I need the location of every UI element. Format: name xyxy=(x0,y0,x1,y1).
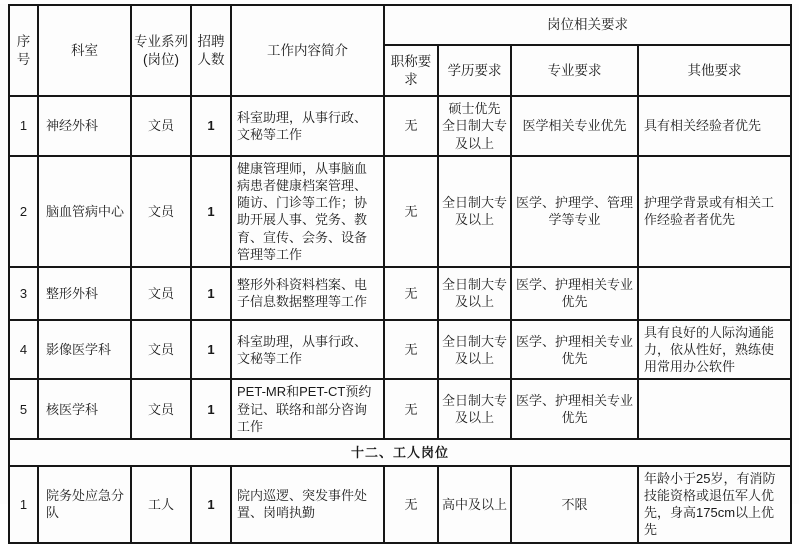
cell-series: 文员 xyxy=(131,320,191,379)
table-row xyxy=(9,379,791,438)
cell-major-req: 医学、护理学、管理学等专业 xyxy=(511,156,638,267)
cell-title-req: 无 xyxy=(384,379,438,438)
page xyxy=(0,4,799,538)
cell-department: 整形外科 xyxy=(38,267,131,320)
cell-department: 影像医学科 xyxy=(38,320,131,379)
cell-series: 工人 xyxy=(131,466,191,543)
header-serial: 序号 xyxy=(9,5,38,96)
table-row xyxy=(9,156,791,267)
cell-serial: 1 xyxy=(9,96,38,156)
header-other-req: 其他要求 xyxy=(638,45,791,96)
cell-serial: 2 xyxy=(9,156,38,267)
cell-other-req: 护理学背景或有相关工作经验者者优先 xyxy=(638,156,791,267)
cell-series: 文员 xyxy=(131,267,191,320)
cell-edu-req: 全日制大专及以上 xyxy=(438,379,511,438)
cell-other-req: 具有良好的人际沟通能力，依从性好，熟练使用常用办公软件 xyxy=(638,320,791,379)
cell-series: 文员 xyxy=(131,379,191,438)
header-duties: 工作内容简介 xyxy=(231,5,384,96)
cell-duties: PET-MR和PET-CT预约登记、联络和部分咨询工作 xyxy=(231,379,384,438)
table-row xyxy=(9,466,791,543)
cell-department: 核医学科 xyxy=(38,379,131,438)
cell-series: 文员 xyxy=(131,96,191,156)
cell-count: 1 xyxy=(191,156,231,267)
cell-count: 1 xyxy=(191,379,231,438)
cell-department: 院务处应急分队 xyxy=(38,466,131,543)
cell-serial: 3 xyxy=(9,267,38,320)
cell-duties: 健康管理师，从事脑血病患者健康档案管理、随访、门诊等工作；协助开展人事、党务、教育、宣传、会务、设备管理等工作 xyxy=(231,156,384,267)
header-row-top xyxy=(9,5,791,45)
cell-count: 1 xyxy=(191,267,231,320)
cell-edu-req: 全日制大专及以上 xyxy=(438,156,511,267)
cell-title-req: 无 xyxy=(384,466,438,543)
cell-duties: 科室助理，从事行政、文秘等工作 xyxy=(231,96,384,156)
cell-major-req: 医学、护理相关专业优先 xyxy=(511,379,638,438)
section-header-row xyxy=(9,439,791,466)
cell-edu-req: 高中及以上 xyxy=(438,466,511,543)
cell-other-req xyxy=(638,379,791,438)
cell-other-req xyxy=(638,267,791,320)
cell-other-req: 具有相关经验者优先 xyxy=(638,96,791,156)
cell-serial: 4 xyxy=(9,320,38,379)
cell-major-req: 医学、护理相关专业优先 xyxy=(511,320,638,379)
cell-other-req: 年龄小于25岁，有消防技能资格或退伍军人优先，身高175cm以上优先 xyxy=(638,466,791,543)
cell-department: 脑血管病中心 xyxy=(38,156,131,267)
cell-edu-req: 硕士优先 全日制大专及以上 xyxy=(438,96,511,156)
recruitment-table xyxy=(8,4,792,544)
cell-major-req: 不限 xyxy=(511,466,638,543)
cell-serial: 5 xyxy=(9,379,38,438)
cell-title-req: 无 xyxy=(384,267,438,320)
table-row xyxy=(9,96,791,156)
table-row xyxy=(9,267,791,320)
header-title-req: 职称要求 xyxy=(384,45,438,96)
cell-duties: 整形外科资料档案、电子信息数据整理等工作 xyxy=(231,267,384,320)
section-header: 十二、工人岗位 xyxy=(9,439,791,466)
cell-duties: 科室助理，从事行政、文秘等工作 xyxy=(231,320,384,379)
cell-major-req: 医学相关专业优先 xyxy=(511,96,638,156)
cell-count: 1 xyxy=(191,320,231,379)
table-row xyxy=(9,320,791,379)
header-requirements-group: 岗位相关要求 xyxy=(384,5,791,45)
cell-title-req: 无 xyxy=(384,96,438,156)
cell-title-req: 无 xyxy=(384,320,438,379)
cell-edu-req: 全日制大专及以上 xyxy=(438,267,511,320)
cell-department: 神经外科 xyxy=(38,96,131,156)
cell-edu-req: 全日制大专及以上 xyxy=(438,320,511,379)
cell-count: 1 xyxy=(191,96,231,156)
header-edu-req: 学历要求 xyxy=(438,45,511,96)
header-department: 科室 xyxy=(38,5,131,96)
header-major-req: 专业要求 xyxy=(511,45,638,96)
cell-series: 文员 xyxy=(131,156,191,267)
cell-duties: 院内巡逻、突发事件处置、岗哨执勤 xyxy=(231,466,384,543)
cell-title-req: 无 xyxy=(384,156,438,267)
cell-major-req: 医学、护理相关专业优先 xyxy=(511,267,638,320)
cell-count: 1 xyxy=(191,466,231,543)
header-count: 招聘人数 xyxy=(191,5,231,96)
cell-serial: 1 xyxy=(9,466,38,543)
header-series: 专业系列(岗位) xyxy=(131,5,191,96)
